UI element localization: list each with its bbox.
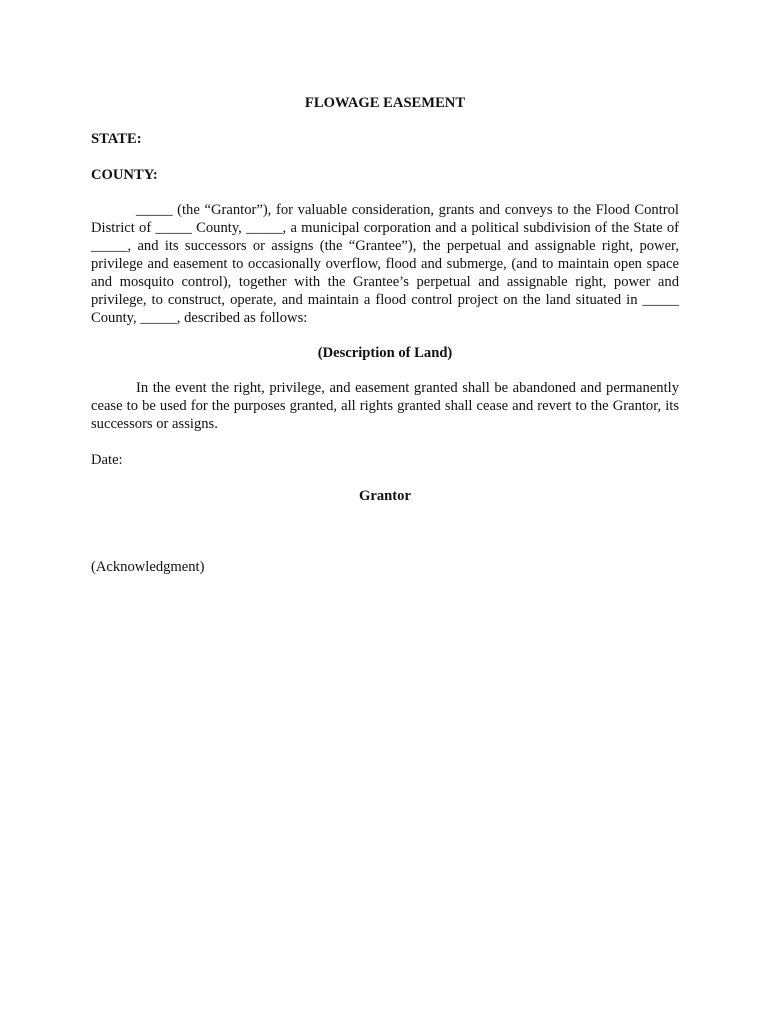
- description-of-land-heading: (Description of Land): [317, 345, 453, 361]
- reversion-paragraph: In the event the right, privilege, and easement granted shall be abandoned and permanently cease to be used for the purposes granted, all rights granted shall cease and revert to the Grantor, its successors or assigns.: [91, 380, 679, 432]
- document-title: FLOWAGE EASEMENT: [304, 95, 466, 111]
- county-label: COUNTY:: [91, 167, 158, 183]
- grantor-signature-label: Grantor: [359, 488, 411, 504]
- state-label: STATE:: [91, 131, 142, 147]
- grant-paragraph: _____ (the “Grantor”), for valuable consideration, grants and conveys to the Flood Control District of _____ County, _____, a municipal corporation and a political subdivision of the State of _____, and its successors or assigns (the “Grantee”), the perpetual and assignable right, power, privilege and easement to occasionally overflow, flood and submerge, (and to maintain open space and mosquito control), together with the Grantee’s perpetual and assignable right, power and privilege, to construct, operate, and maintain a flood control project on the land situated in _____ County, _____, described as follows:: [91, 202, 679, 326]
- date-label: Date:: [91, 452, 123, 468]
- acknowledgment-label: (Acknowledgment): [91, 559, 205, 575]
